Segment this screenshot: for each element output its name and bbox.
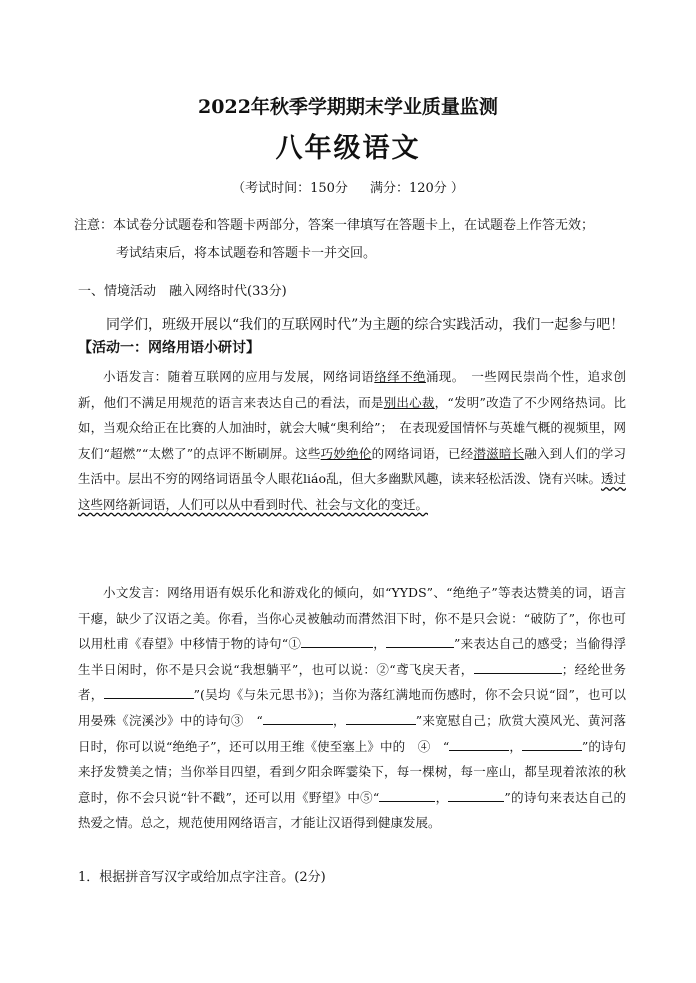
xiaoyu-text-a: 小语发言：随着互联网的应用与发展，网络词语 [103, 369, 375, 384]
xiaowen-text-d: ；经纶世务者， [78, 661, 626, 703]
xiaowen-speech: 小文发言：网络用语有娱乐化和游戏化的倾向，如“YYDS”、“绝绝子”等表达赞美的词，语言干瘪，缺少了汉语之美。你看，当你心灵被触动而潸然泪下时，你不是只会说：“破防了”，你也可以用杜甫《春望》中移情于物的诗句“① ， ”来表达自己的感受；当偷得浮生半日闲时，你不是只会说“我想躺平”，也可以说：②“鸢飞戾天者， ；经纶世务者， ”(吴均《与朱元思书》)；当你为落红满地而伤感时，你不会只说“囧”，也可以用晏殊《浣溪沙》中的诗句③ “ ， ”来宽慰自己；欣赏大漠风光、黄河落日时，你可以说“绝绝子”，还可以用王维《使至塞上》中的 ④ “ ， ”的诗句来抒发赞美之情；当你举目四望，看到夕阳余晖霎染下，每一棵树，每一座山，都呈现着浓浓的秋意时，你不会只说“针不戳”，还可以用《野望》中⑤“ ， ”的诗句来表达自己的热爱之情。总之，规范使用网络语言，才能让汉语得到健康发展。 [78, 585, 626, 831]
answer-blank-4a[interactable] [449, 736, 509, 751]
xiaowen-text-e: ”(吴均《与朱元思书》)；当你为落红满地而伤感时，你不会只说“囧”，也可以用晏殊《浣溪沙》中的诗句③ “ [78, 687, 626, 728]
exam-title: 2022年秋季学期期末学业质量监测 [198, 96, 498, 118]
xiaowen-text-a: 小文发言：网络用语有娱乐化和游戏化的倾向，如“YYDS”、“绝绝子”等表达赞美的词，语言干瘪，缺少了汉语之美。你看，当你心灵被触动而潸然泪下时，你不是只会说：“破防了”，你也可以用杜甫《春望》中移情于物的诗句“① [78, 585, 626, 652]
answer-blank-5a[interactable] [379, 787, 435, 802]
exam-time: （考试时间：150分 [232, 181, 348, 196]
activity-title: 【活动一：网络用语小研讨】 [78, 340, 260, 356]
exam-notice [74, 212, 674, 268]
notice-line-2: 考试结束后，将本试题卷和答题卡一并交回。 [116, 246, 377, 261]
xiaoyu-idiom-3: 巧妙绝伦 [320, 445, 372, 461]
xiaoyu-text-e: ，“发明”改造了不少网络热词。比如，当观众给正在比赛的人加油时，就会大喊“奥利给”； 在表现爱国情怀与英雄气概的视频里，网友们“超燃”“太燃了”的点评不断刷屏。这些 [78, 394, 626, 461]
xiaowen-text-c: ”来表达自己的感受；当偷得浮生半日闲时，你不是只会说“我想躺平”，也可以说：②“鸢飞戾天者， [78, 636, 626, 677]
xiaoyu-idiom-4: 潜滋暗长 [473, 445, 525, 461]
xiaoyu-text-i: 融入到人们的学习生活中。层出不穷的网络词语虽令人眼花liáo乱，但大多幽默风趣，读来轻松活泼、饶有兴味。 [78, 445, 626, 487]
full-score: 满分：120分 ） [369, 181, 464, 196]
xiaoyu-idiom-2: 别出心裁 [383, 394, 435, 410]
xiaowen-text-k: ”的诗句来表达自己的热爱之情。总之，规范使用网络语言，才能让汉语得到健康发展。 [78, 789, 626, 831]
question-1: 1．根据拼音写汉字或给加点字注音。(2分) [78, 870, 326, 885]
exam-meta [0, 177, 696, 196]
notice-line-1: 注意：本试卷分试题卷和答题卡两部分，答案一律填写在答题卡上，在试题卷上作答无效； [74, 218, 595, 233]
answer-blank-2a[interactable] [474, 659, 562, 674]
exam-subject: 八年级语文 [275, 133, 421, 164]
answer-blank-4b[interactable] [522, 736, 582, 751]
xiaoyu-speech [78, 364, 626, 518]
answer-blank-5b[interactable] [448, 787, 504, 802]
section-intro [78, 314, 638, 360]
xiaoyu-idiom-1: 络绎不绝 [374, 369, 426, 384]
xiaowen-text-i: ”的诗句来抒发赞美之情；当你举目四望，看到夕阳余晖霎染下，每一棵树，每一座山，都呈现着浓浓的秋意时，你不会只说“针不戳”，还可以用《野望》中⑤“ [78, 738, 626, 805]
xiaoyu-text-g: 的网络词语，已经 [371, 445, 474, 461]
xiaowen-text-g: ”来宽慰自己；欣赏大漠风光、黄河落日时，你可以说“绝绝子”，还可以用王维《使至塞上》中的 ④ “ [78, 712, 626, 754]
answer-blank-1b[interactable] [386, 633, 454, 648]
answer-blank-3a[interactable] [263, 710, 333, 725]
xiaoyu-wavy-sentence: 透过这些网络新词语，人们可以从中看到时代、社会与文化的变迁。 [78, 471, 626, 512]
xiaoyu-text-c: 涌现。 一些网民崇尚个性，追求创新，他们不满足用规范的语言来表达自己的看法，而是 [78, 369, 626, 410]
answer-blank-1a[interactable] [301, 633, 373, 648]
section-title: 一、情境活动 融入网络时代(33分) [78, 284, 287, 299]
answer-blank-3b[interactable] [346, 710, 416, 725]
intro-paragraph: 同学们，班级开展以“我们的互联网时代”为主题的综合实践活动，我们一起参与吧！ [106, 317, 625, 333]
answer-blank-2b[interactable] [104, 684, 194, 699]
